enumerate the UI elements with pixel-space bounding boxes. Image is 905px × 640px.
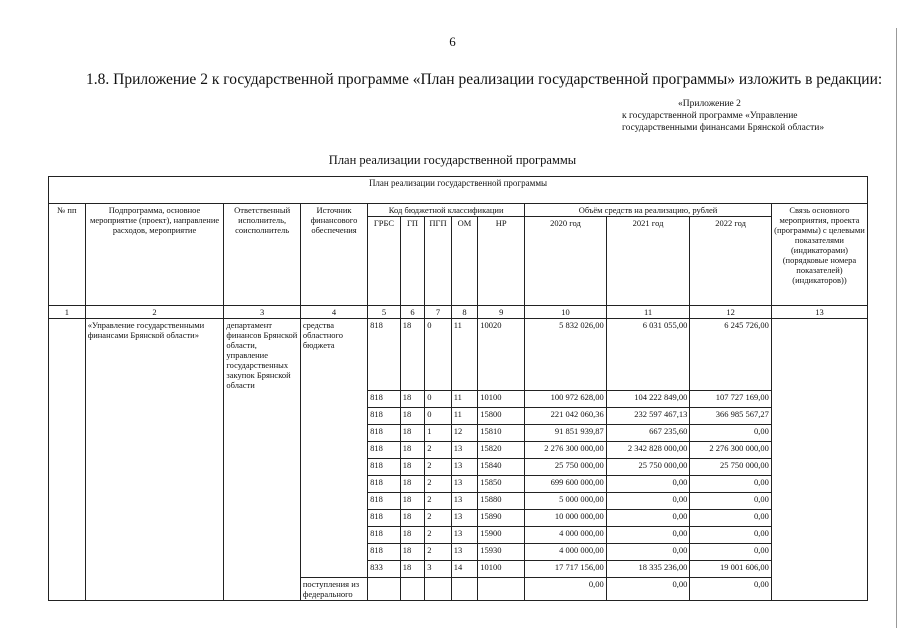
y2021-cell: 0,00 — [606, 544, 690, 561]
pgp-cell: 2 — [425, 544, 452, 561]
link-cell — [771, 319, 867, 601]
header-num: № пп — [49, 204, 86, 306]
gp-cell: 18 — [400, 319, 424, 391]
appendix-line-1: «Приложение 2 — [678, 99, 741, 109]
y2021-cell: 0,00 — [606, 527, 690, 544]
column-numbers-row — [49, 306, 868, 319]
document-title: План реализации государственной программы — [328, 153, 577, 167]
y2020-cell: 17 717 156,00 — [525, 561, 607, 578]
page-number: 6 — [449, 34, 456, 49]
y2022-cell: 0,00 — [690, 544, 772, 561]
gp-cell: 18 — [400, 391, 424, 408]
pgp-cell: 0 — [425, 408, 452, 425]
gp-cell: 18 — [400, 527, 424, 544]
grbs-cell: 818 — [368, 544, 401, 561]
y2022-cell: 0,00 — [690, 425, 772, 442]
om-cell: 13 — [451, 442, 478, 459]
grbs-cell: 818 — [368, 493, 401, 510]
pgp-cell: 3 — [425, 561, 452, 578]
y2020-cell: 2 276 300 000,00 — [525, 442, 607, 459]
gp-cell: 18 — [400, 442, 424, 459]
grbs-cell: 818 — [368, 319, 401, 391]
y2021-cell: 232 597 467,13 — [606, 408, 690, 425]
gp-cell: 18 — [400, 425, 424, 442]
om-cell: 13 — [451, 510, 478, 527]
np-cell: 15890 — [478, 510, 525, 527]
empty-code-cell — [451, 578, 478, 601]
empty-code-cell — [368, 578, 401, 601]
header-gp: ГП — [400, 217, 424, 306]
np-cell: 15900 — [478, 527, 525, 544]
pgp-cell: 0 — [425, 319, 452, 391]
y2022-cell: 2 276 300 000,00 — [690, 442, 772, 459]
header-executor: Ответственный исполнитель, соисполнитель — [224, 204, 300, 306]
grbs-cell: 818 — [368, 408, 401, 425]
pgp-cell: 2 — [425, 527, 452, 544]
col-number: 10 — [525, 306, 607, 319]
plan-table — [48, 176, 868, 601]
y2022-cell: 0,00 — [690, 527, 772, 544]
y2020-cell: 100 972 628,00 — [525, 391, 607, 408]
y2022-cell: 366 985 567,27 — [690, 408, 772, 425]
empty-code-cell — [425, 578, 452, 601]
y2021-cell: 25 750 000,00 — [606, 459, 690, 476]
appendix-line-3: государственными финансами Брянской области» — [622, 123, 825, 133]
header-pgp: ПГП — [425, 217, 452, 306]
y2022-cell: 0,00 — [690, 510, 772, 527]
instruction-text: 1.8. Приложение 2 к государственной программе «План реализации государственной программы» изложить в редакции: — [86, 71, 883, 88]
y2020-cell: 4 000 000,00 — [525, 527, 607, 544]
om-cell: 11 — [451, 391, 478, 408]
empty-code-cell — [478, 578, 525, 601]
gp-cell: 18 — [400, 476, 424, 493]
executor-cell: департамент финансов Брянской области, управление государственных закупок Брянской области — [224, 319, 300, 601]
y2021-cell: 667 235,60 — [606, 425, 690, 442]
y2022-cell: 0,00 — [690, 476, 772, 493]
subprogram-cell: «Управление государственными финансами Брянской области» — [85, 319, 224, 601]
table-row — [49, 319, 868, 391]
col-number: 8 — [451, 306, 478, 319]
empty-code-cell — [400, 578, 424, 601]
np-cell: 15810 — [478, 425, 525, 442]
y2021-cell: 0,00 — [606, 476, 690, 493]
grbs-cell: 818 — [368, 459, 401, 476]
y2020-cell: 699 600 000,00 — [525, 476, 607, 493]
y2020-cell: 221 042 060,36 — [525, 408, 607, 425]
np-cell: 10020 — [478, 319, 525, 391]
col-number: 2 — [85, 306, 224, 319]
gp-cell: 18 — [400, 561, 424, 578]
om-cell: 13 — [451, 493, 478, 510]
y2021-cell: 6 031 055,00 — [606, 319, 690, 391]
gp-cell: 18 — [400, 459, 424, 476]
grbs-cell: 818 — [368, 527, 401, 544]
y2020-cell: 91 851 939,87 — [525, 425, 607, 442]
header-2021: 2021 год — [606, 217, 690, 306]
y2022-cell: 107 727 169,00 — [690, 391, 772, 408]
row-number-cell — [49, 319, 86, 601]
grbs-cell: 818 — [368, 476, 401, 493]
grbs-cell: 818 — [368, 391, 401, 408]
np-cell: 15800 — [478, 408, 525, 425]
header-budget-code: Код бюджетной классификации — [368, 204, 525, 217]
header-link: Связь основного мероприятия, проекта (программы) с целевыми показателями (индикаторами) (порядковые номера показателей) (индикаторов)) — [771, 204, 867, 306]
y2022-cell: 0,00 — [690, 493, 772, 510]
grbs-cell: 818 — [368, 442, 401, 459]
np-cell: 15930 — [478, 544, 525, 561]
header-om: ОМ — [451, 217, 478, 306]
pgp-cell: 1 — [425, 425, 452, 442]
header-source: Источник финансового обеспечения — [300, 204, 367, 306]
y2020-cell: 10 000 000,00 — [525, 510, 607, 527]
pgp-cell: 2 — [425, 459, 452, 476]
pgp-cell: 2 — [425, 493, 452, 510]
y2020-cell: 0,00 — [525, 578, 607, 601]
y2021-cell: 0,00 — [606, 493, 690, 510]
col-number: 6 — [400, 306, 424, 319]
pgp-cell: 0 — [425, 391, 452, 408]
appendix-note — [622, 98, 892, 134]
col-number: 7 — [425, 306, 452, 319]
header-np: НР — [478, 217, 525, 306]
header-amount: Объём средств на реализацию, рублей — [525, 204, 772, 217]
source-cell: средства областного бюджета — [300, 319, 367, 578]
grbs-cell: 833 — [368, 561, 401, 578]
col-number: 11 — [606, 306, 690, 319]
om-cell: 11 — [451, 319, 478, 391]
om-cell: 13 — [451, 459, 478, 476]
page-edge-line — [896, 28, 897, 628]
om-cell: 13 — [451, 527, 478, 544]
y2020-cell: 5 832 026,00 — [525, 319, 607, 391]
np-cell: 10100 — [478, 391, 525, 408]
header-2020: 2020 год — [525, 217, 607, 306]
col-number: 5 — [368, 306, 401, 319]
om-cell: 12 — [451, 425, 478, 442]
col-number: 12 — [690, 306, 772, 319]
table-banner: План реализации государственной программы — [49, 177, 868, 204]
y2021-cell: 0,00 — [606, 510, 690, 527]
y2022-cell: 6 245 726,00 — [690, 319, 772, 391]
source-cell: поступления из федерального — [300, 578, 367, 601]
om-cell: 11 — [451, 408, 478, 425]
header-2022: 2022 год — [690, 217, 772, 306]
np-cell: 15840 — [478, 459, 525, 476]
gp-cell: 18 — [400, 493, 424, 510]
header-grbs: ГРБС — [368, 217, 401, 306]
grbs-cell: 818 — [368, 510, 401, 527]
om-cell: 13 — [451, 476, 478, 493]
np-cell: 15880 — [478, 493, 525, 510]
gp-cell: 18 — [400, 544, 424, 561]
header-subprogram: Подпрограмма, основное мероприятие (проект), направление расходов, мероприятие — [85, 204, 224, 306]
pgp-cell: 2 — [425, 476, 452, 493]
col-number: 13 — [771, 306, 867, 319]
pgp-cell: 2 — [425, 442, 452, 459]
y2021-cell: 18 335 236,00 — [606, 561, 690, 578]
y2022-cell: 0,00 — [690, 578, 772, 601]
y2021-cell: 2 342 828 000,00 — [606, 442, 690, 459]
gp-cell: 18 — [400, 510, 424, 527]
om-cell: 13 — [451, 544, 478, 561]
y2022-cell: 19 001 606,00 — [690, 561, 772, 578]
np-cell: 15820 — [478, 442, 525, 459]
col-number: 3 — [224, 306, 300, 319]
np-cell: 10100 — [478, 561, 525, 578]
col-number: 1 — [49, 306, 86, 319]
om-cell: 14 — [451, 561, 478, 578]
np-cell: 15850 — [478, 476, 525, 493]
y2020-cell: 5 000 000,00 — [525, 493, 607, 510]
y2020-cell: 4 000 000,00 — [525, 544, 607, 561]
col-number: 4 — [300, 306, 367, 319]
y2021-cell: 0,00 — [606, 578, 690, 601]
col-number: 9 — [478, 306, 525, 319]
pgp-cell: 2 — [425, 510, 452, 527]
y2022-cell: 25 750 000,00 — [690, 459, 772, 476]
grbs-cell: 818 — [368, 425, 401, 442]
y2021-cell: 104 222 849,00 — [606, 391, 690, 408]
y2020-cell: 25 750 000,00 — [525, 459, 607, 476]
gp-cell: 18 — [400, 408, 424, 425]
appendix-line-2: к государственной программе «Управление — [622, 111, 798, 121]
